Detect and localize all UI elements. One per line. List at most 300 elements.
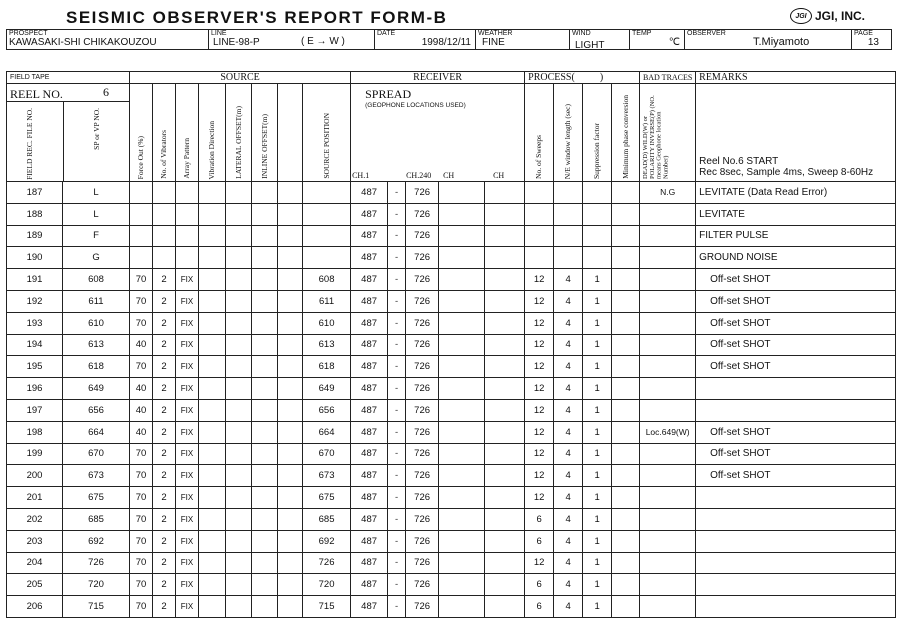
page-value: 13 xyxy=(867,37,879,48)
row-vib-dir xyxy=(199,247,226,269)
date-label: DATE xyxy=(377,30,396,37)
row-ne-window: 4 xyxy=(554,443,583,465)
row-ch1: 487 xyxy=(351,312,388,334)
row-dash: - xyxy=(388,290,406,312)
row-vibrators xyxy=(153,247,176,269)
row-min-phase xyxy=(612,182,640,204)
observer-value: T.Miyamoto xyxy=(753,36,810,48)
row-sweeps: 12 xyxy=(525,399,554,421)
row-sweeps: 6 xyxy=(525,508,554,530)
col-ne-window: N/E window length (sec) xyxy=(563,103,573,179)
observer-cell xyxy=(685,30,852,50)
row-dash: - xyxy=(388,334,406,356)
row-remark xyxy=(696,530,896,552)
row-lateral xyxy=(226,334,252,356)
row-ch1: 487 xyxy=(351,399,388,421)
row-lateral xyxy=(226,203,252,225)
row-source-position: 685 xyxy=(303,508,351,530)
row-dash: - xyxy=(388,443,406,465)
row-lateral xyxy=(226,574,252,596)
row-min-phase xyxy=(612,312,640,334)
row-ch240: 726 xyxy=(406,443,439,465)
row-array: FIX xyxy=(176,574,199,596)
reel-value: 6 xyxy=(103,85,109,99)
row-remark xyxy=(696,487,896,509)
row-bad-trace xyxy=(640,508,696,530)
source-section-label: SOURCE xyxy=(130,72,351,84)
row-bad-trace xyxy=(640,399,696,421)
field-tape-divider xyxy=(63,101,64,181)
row-bad-trace: N.G xyxy=(640,182,696,204)
row-inline xyxy=(252,290,278,312)
row-lateral xyxy=(226,225,252,247)
row-spacer xyxy=(278,225,303,247)
row-dash: - xyxy=(388,508,406,530)
row-vibrators xyxy=(153,203,176,225)
row-source-position xyxy=(303,247,351,269)
row-sp-no: F xyxy=(63,225,130,247)
row-lateral xyxy=(226,378,252,400)
row-ch-b xyxy=(485,574,525,596)
row-force: 70 xyxy=(130,596,153,618)
row-ch240: 726 xyxy=(406,269,439,291)
row-ch1: 487 xyxy=(351,225,388,247)
row-array: FIX xyxy=(176,312,199,334)
row-array xyxy=(176,182,199,204)
row-ch-b xyxy=(485,508,525,530)
row-suppression: 1 xyxy=(583,596,612,618)
row-ch240: 726 xyxy=(406,356,439,378)
col-file-no: FIELD REC. FILE NO. xyxy=(25,108,34,180)
row-sweeps: 12 xyxy=(525,290,554,312)
row-lateral xyxy=(226,247,252,269)
section-header-row xyxy=(7,72,896,84)
report-rows xyxy=(7,182,896,618)
row-ne-window: 4 xyxy=(554,465,583,487)
row-inline xyxy=(252,399,278,421)
table-row xyxy=(7,443,896,465)
row-file-no: 206 xyxy=(7,596,63,618)
row-bad-trace xyxy=(640,378,696,400)
remarks-header xyxy=(696,84,896,182)
row-vibrators: 2 xyxy=(153,312,176,334)
row-force xyxy=(130,247,153,269)
row-lateral xyxy=(226,508,252,530)
row-force: 70 xyxy=(130,487,153,509)
row-ch-a xyxy=(439,508,485,530)
table-row xyxy=(7,182,896,204)
row-sweeps xyxy=(525,203,554,225)
form-title: SEISMIC OBSERVER'S REPORT FORM-B xyxy=(66,8,448,27)
row-ne-window: 4 xyxy=(554,530,583,552)
row-suppression xyxy=(583,182,612,204)
row-spacer xyxy=(278,290,303,312)
row-lateral xyxy=(226,312,252,334)
row-suppression xyxy=(583,225,612,247)
row-ch-a xyxy=(439,596,485,618)
row-spacer xyxy=(278,182,303,204)
row-force: 40 xyxy=(130,334,153,356)
row-force: 70 xyxy=(130,508,153,530)
col-suppression: Suppression factor xyxy=(592,122,602,179)
row-min-phase xyxy=(612,356,640,378)
table-row xyxy=(7,487,896,509)
row-ne-window: 4 xyxy=(554,356,583,378)
row-ch-b xyxy=(485,334,525,356)
row-bad-trace xyxy=(640,225,696,247)
row-min-phase xyxy=(612,596,640,618)
row-ch240: 726 xyxy=(406,552,439,574)
row-sweeps: 12 xyxy=(525,421,554,443)
row-inline xyxy=(252,312,278,334)
row-ch-b xyxy=(485,203,525,225)
row-sweeps xyxy=(525,225,554,247)
row-source-position xyxy=(303,182,351,204)
row-inline xyxy=(252,247,278,269)
row-ch1: 487 xyxy=(351,574,388,596)
row-ch-a xyxy=(439,465,485,487)
row-ch1: 487 xyxy=(351,356,388,378)
row-force: 70 xyxy=(130,356,153,378)
column-header-row xyxy=(7,84,896,182)
row-file-no: 202 xyxy=(7,508,63,530)
row-suppression: 1 xyxy=(583,552,612,574)
row-vib-dir xyxy=(199,399,226,421)
prospect-label: PROSPECT xyxy=(9,30,48,37)
row-file-no: 187 xyxy=(7,182,63,204)
table-row xyxy=(7,530,896,552)
row-ch-b xyxy=(485,269,525,291)
row-ch-b xyxy=(485,290,525,312)
row-min-phase xyxy=(612,269,640,291)
row-array: FIX xyxy=(176,443,199,465)
ch240-label: CH.240 xyxy=(406,171,432,180)
spread-title: SPREAD xyxy=(365,87,412,101)
row-source-position: 656 xyxy=(303,399,351,421)
row-ch1: 487 xyxy=(351,443,388,465)
row-sp-no: 649 xyxy=(63,378,130,400)
ch-label-b: CH xyxy=(493,171,505,180)
row-remark: Off-set SHOT xyxy=(696,465,896,487)
row-file-no: 193 xyxy=(7,312,63,334)
row-sweeps: 12 xyxy=(525,356,554,378)
row-force xyxy=(130,225,153,247)
col-bad-traces-desc: DEAD(D) WILD(W) or POLARITY INVERSE(P) (NO. means Geophone location Number) xyxy=(641,95,670,179)
row-sweeps: 6 xyxy=(525,574,554,596)
row-sp-no: 685 xyxy=(63,508,130,530)
row-source-position xyxy=(303,225,351,247)
col-suppression-cell xyxy=(583,84,612,182)
row-vibrators: 2 xyxy=(153,399,176,421)
row-remark: Off-set SHOT xyxy=(696,334,896,356)
row-vibrators: 2 xyxy=(153,530,176,552)
col-lateral-offset: LATERAL OFFSET(m) xyxy=(233,106,243,179)
row-remark xyxy=(696,574,896,596)
row-vib-dir xyxy=(199,421,226,443)
table-row xyxy=(7,290,896,312)
row-array xyxy=(176,203,199,225)
line-label: LINE xyxy=(211,30,227,37)
row-sp-no: G xyxy=(63,247,130,269)
col-array-cell xyxy=(176,84,199,182)
field-tape-label: FIELD TAPE xyxy=(7,72,130,84)
row-ch-b xyxy=(485,356,525,378)
row-min-phase xyxy=(612,378,640,400)
col-sweeps-cell xyxy=(525,84,554,182)
row-source-position: 611 xyxy=(303,290,351,312)
row-suppression: 1 xyxy=(583,356,612,378)
row-remark: LEVITATE (Data Read Error) xyxy=(696,182,896,204)
row-vibrators: 2 xyxy=(153,574,176,596)
row-ch-a xyxy=(439,574,485,596)
row-sp-no: 664 xyxy=(63,421,130,443)
row-inline xyxy=(252,421,278,443)
row-source-position: 673 xyxy=(303,465,351,487)
row-min-phase xyxy=(612,465,640,487)
ch1-label: CH.1 xyxy=(352,171,370,180)
row-array: FIX xyxy=(176,334,199,356)
page-label: PAGE xyxy=(854,30,873,37)
row-ch1: 487 xyxy=(351,421,388,443)
prospect-value: KAWASAKI-SHI CHIKAKOUZOU xyxy=(9,37,157,48)
row-file-no: 194 xyxy=(7,334,63,356)
weather-label: WEATHER xyxy=(478,30,513,37)
col-minimum-phase: Minimum phase conversion xyxy=(620,95,630,179)
row-ne-window: 4 xyxy=(554,290,583,312)
row-bad-trace xyxy=(640,596,696,618)
row-lateral xyxy=(226,399,252,421)
row-dash: - xyxy=(388,203,406,225)
row-sp-no: 670 xyxy=(63,443,130,465)
prospect-cell xyxy=(7,30,209,50)
row-lateral xyxy=(226,356,252,378)
row-ch240: 726 xyxy=(406,378,439,400)
row-ch240: 726 xyxy=(406,596,439,618)
row-bad-trace xyxy=(640,487,696,509)
row-suppression: 1 xyxy=(583,269,612,291)
row-force: 70 xyxy=(130,552,153,574)
row-sp-no: 675 xyxy=(63,487,130,509)
row-min-phase xyxy=(612,334,640,356)
row-remark: Off-set SHOT xyxy=(696,312,896,334)
row-ne-window: 4 xyxy=(554,508,583,530)
row-inline xyxy=(252,225,278,247)
row-ch240: 726 xyxy=(406,508,439,530)
row-ch-b xyxy=(485,465,525,487)
row-file-no: 191 xyxy=(7,269,63,291)
col-inline-cell xyxy=(252,84,278,182)
row-inline xyxy=(252,269,278,291)
row-ch240: 726 xyxy=(406,312,439,334)
row-inline xyxy=(252,552,278,574)
row-force: 40 xyxy=(130,421,153,443)
report-grid xyxy=(6,71,896,618)
row-spacer xyxy=(278,596,303,618)
row-array xyxy=(176,247,199,269)
row-file-no: 198 xyxy=(7,421,63,443)
row-force xyxy=(130,182,153,204)
row-suppression: 1 xyxy=(583,465,612,487)
row-vibrators: 2 xyxy=(153,596,176,618)
col-force-cell xyxy=(130,84,153,182)
row-array: FIX xyxy=(176,356,199,378)
row-inline xyxy=(252,596,278,618)
row-spacer xyxy=(278,552,303,574)
row-vib-dir xyxy=(199,290,226,312)
row-force: 70 xyxy=(130,443,153,465)
row-force xyxy=(130,203,153,225)
row-bad-trace xyxy=(640,443,696,465)
col-sweeps: No. of Sweeps xyxy=(534,135,544,179)
row-lateral xyxy=(226,182,252,204)
table-row xyxy=(7,421,896,443)
row-array: FIX xyxy=(176,399,199,421)
col-bad-desc-cell xyxy=(640,84,696,182)
row-force: 70 xyxy=(130,312,153,334)
row-ch240: 726 xyxy=(406,465,439,487)
row-file-no: 196 xyxy=(7,378,63,400)
row-inline xyxy=(252,334,278,356)
row-sweeps: 12 xyxy=(525,465,554,487)
row-spacer xyxy=(278,399,303,421)
row-dash: - xyxy=(388,530,406,552)
row-array: FIX xyxy=(176,508,199,530)
row-spacer xyxy=(278,508,303,530)
row-sp-no: 692 xyxy=(63,530,130,552)
row-ne-window xyxy=(554,247,583,269)
row-spacer xyxy=(278,378,303,400)
row-vib-dir xyxy=(199,203,226,225)
row-sweeps: 12 xyxy=(525,487,554,509)
col-spacer-cell xyxy=(278,84,303,182)
row-ch1: 487 xyxy=(351,334,388,356)
row-min-phase xyxy=(612,225,640,247)
company-name: JGI, INC. xyxy=(814,9,865,23)
row-min-phase xyxy=(612,290,640,312)
col-vibdir-cell xyxy=(199,84,226,182)
row-source-position: 720 xyxy=(303,574,351,596)
row-bad-trace xyxy=(640,356,696,378)
row-spacer xyxy=(278,269,303,291)
wind-value: LIGHT xyxy=(575,40,605,50)
row-file-no: 190 xyxy=(7,247,63,269)
row-array: FIX xyxy=(176,596,199,618)
row-file-no: 199 xyxy=(7,443,63,465)
row-inline xyxy=(252,443,278,465)
row-min-phase xyxy=(612,443,640,465)
row-ne-window xyxy=(554,203,583,225)
row-ch-b xyxy=(485,312,525,334)
row-ch-a xyxy=(439,421,485,443)
row-dash: - xyxy=(388,596,406,618)
row-vib-dir xyxy=(199,182,226,204)
wind-label: WIND xyxy=(572,30,591,37)
row-ne-window: 4 xyxy=(554,552,583,574)
row-lateral xyxy=(226,596,252,618)
row-vib-dir xyxy=(199,487,226,509)
row-ch-a xyxy=(439,356,485,378)
row-force: 40 xyxy=(130,399,153,421)
row-file-no: 203 xyxy=(7,530,63,552)
row-ch240: 726 xyxy=(406,574,439,596)
row-dash: - xyxy=(388,269,406,291)
row-force: 70 xyxy=(130,574,153,596)
field-tape-header xyxy=(7,84,130,182)
row-file-no: 200 xyxy=(7,465,63,487)
row-dash: - xyxy=(388,247,406,269)
table-row xyxy=(7,203,896,225)
company-logo xyxy=(790,8,865,24)
temp-label: TEMP xyxy=(632,30,652,37)
row-spacer xyxy=(278,530,303,552)
weather-cell xyxy=(476,30,570,50)
row-sp-no: 715 xyxy=(63,596,130,618)
col-lateral-cell xyxy=(226,84,252,182)
row-inline xyxy=(252,378,278,400)
row-vibrators: 2 xyxy=(153,465,176,487)
table-row xyxy=(7,225,896,247)
col-ne-window-cell xyxy=(554,84,583,182)
row-source-position: 649 xyxy=(303,378,351,400)
row-dash: - xyxy=(388,312,406,334)
page-cell xyxy=(852,30,892,50)
row-ch1: 487 xyxy=(351,269,388,291)
row-inline xyxy=(252,203,278,225)
row-sp-no: L xyxy=(63,203,130,225)
row-ch240: 726 xyxy=(406,203,439,225)
row-sp-no: 611 xyxy=(63,290,130,312)
col-source-pos-cell xyxy=(303,84,351,182)
row-ch1: 487 xyxy=(351,508,388,530)
row-spacer xyxy=(278,443,303,465)
row-ne-window: 4 xyxy=(554,596,583,618)
row-ne-window: 4 xyxy=(554,574,583,596)
row-array: FIX xyxy=(176,290,199,312)
table-row xyxy=(7,399,896,421)
row-vib-dir xyxy=(199,508,226,530)
row-source-position: 613 xyxy=(303,334,351,356)
row-min-phase xyxy=(612,247,640,269)
temp-unit: ℃ xyxy=(668,37,680,48)
row-inline xyxy=(252,508,278,530)
row-ch240: 726 xyxy=(406,530,439,552)
row-vib-dir xyxy=(199,312,226,334)
row-sp-no: 720 xyxy=(63,574,130,596)
row-sp-no: 656 xyxy=(63,399,130,421)
row-sweeps: 12 xyxy=(525,443,554,465)
row-source-position: 692 xyxy=(303,530,351,552)
row-suppression: 1 xyxy=(583,399,612,421)
row-ch1: 487 xyxy=(351,596,388,618)
row-source-position xyxy=(303,203,351,225)
row-ch-b xyxy=(485,596,525,618)
row-array: FIX xyxy=(176,552,199,574)
row-spacer xyxy=(278,312,303,334)
row-vibrators: 2 xyxy=(153,552,176,574)
table-row xyxy=(7,312,896,334)
row-ch1: 487 xyxy=(351,487,388,509)
row-spacer xyxy=(278,334,303,356)
row-dash: - xyxy=(388,399,406,421)
row-lateral xyxy=(226,443,252,465)
row-dash: - xyxy=(388,421,406,443)
row-ne-window xyxy=(554,225,583,247)
row-bad-trace xyxy=(640,574,696,596)
row-source-position: 675 xyxy=(303,487,351,509)
row-file-no: 188 xyxy=(7,203,63,225)
table-row xyxy=(7,269,896,291)
row-remark: Off-set SHOT xyxy=(696,290,896,312)
